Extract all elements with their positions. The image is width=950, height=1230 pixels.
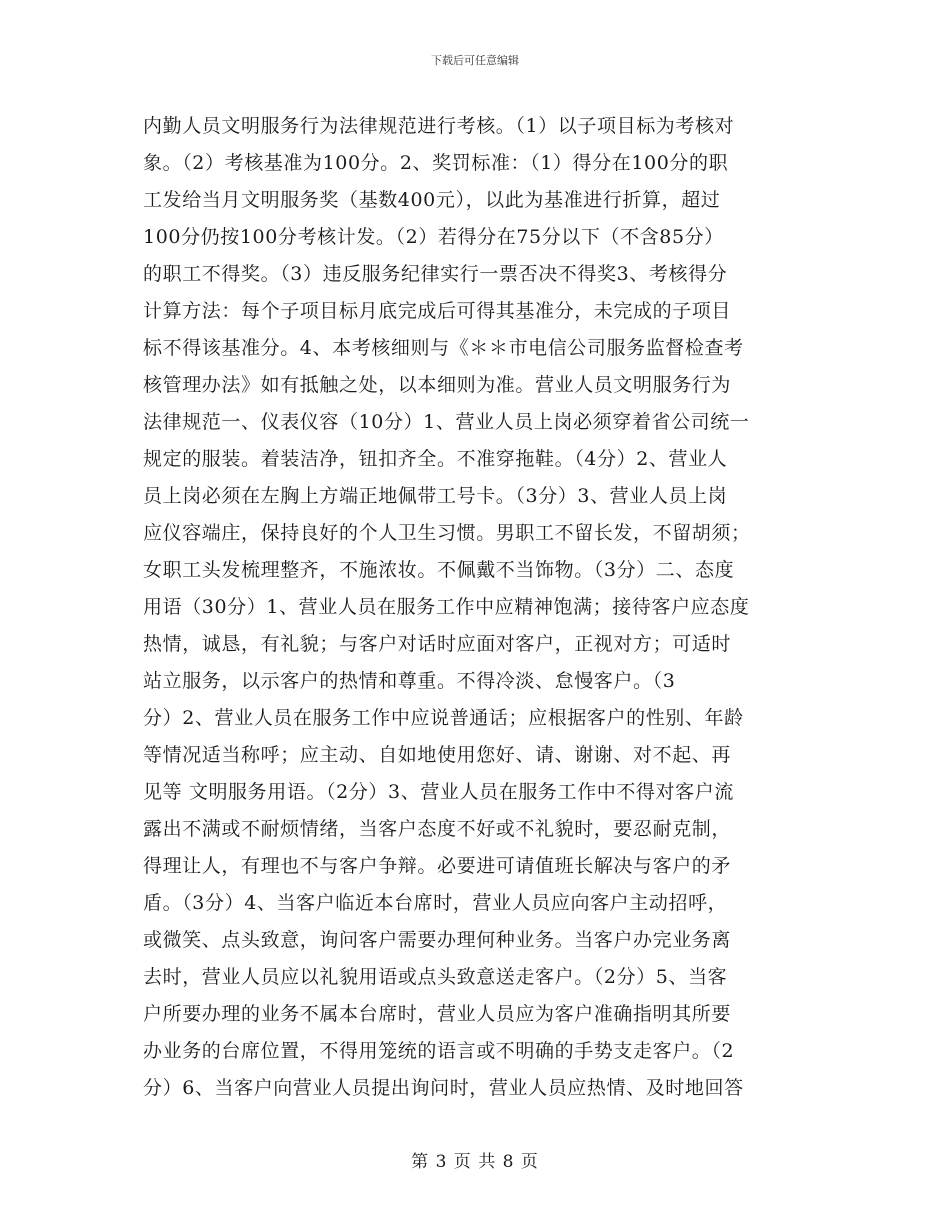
body-line: 内勤人员文明服务行为法律规范进行考核。（1）以子项目标为考核对	[143, 115, 735, 137]
body-line: 或微笑、点头致意，询问客户需要办理何种业务。当客户办完业务离	[143, 929, 732, 951]
body-line: 等情况适当称呼；应主动、自如地使用您好、请、谢谢、对不起、再	[143, 744, 732, 766]
body-line: 分）6、当客户向营业人员提出询问时，营业人员应热情、及时地回答	[143, 1077, 744, 1099]
body-line: 办业务的台席位置，不得用笼统的语言或不明确的手势支走客户。（2	[143, 1040, 735, 1062]
body-line: 核管理办法》如有抵触之处，以本细则为准。营业人员文明服务行为	[143, 374, 732, 396]
body-line: 标不得该基准分。4、本考核细则与《＊＊市电信公司服务监督检查考	[143, 337, 744, 359]
document-body	[143, 108, 809, 1107]
body-line: 去时，营业人员应以礼貌用语或点头致意送走客户。（2分）5、当客	[143, 966, 728, 988]
body-line: 应仪容端庄，保持良好的个人卫生习惯。男职工不留长发，不留胡须；	[143, 522, 751, 544]
body-line: 热情，诚恳，有礼貌；与客户对话时应面对客户，正视对方；可适时	[143, 633, 732, 655]
body-line: 得理让人，有理也不与客户争辩。必要进可请值班长解决与客户的矛	[143, 855, 732, 877]
body-line: 分）2、营业人员在服务工作中应说普通话；应根据客户的性别、年龄	[143, 707, 744, 729]
body-line: 象。（2）考核基准为100分。2、奖罚标准：（1）得分在100分的职	[143, 152, 729, 174]
body-line: 盾。（3分）4、当客户临近本台席时，营业人员应向客户主动招呼，	[143, 892, 728, 914]
body-line: 100分仍按100分考核计发。（2）若得分在75分以下（不含85分）	[143, 226, 724, 248]
body-line: 员上岗必须在左胸上方端正地佩带工号卡。（3分）3、营业人员上岗	[143, 485, 728, 507]
body-line: 的职工不得奖。（3）违反服务纪律实行一票否决不得奖3、考核得分	[143, 263, 728, 285]
body-line: 法律规范一、仪表仪容（10分）1、营业人员上岗必须穿着省公司统一	[143, 411, 750, 433]
body-line: 用语（30分）1、营业人员在服务工作中应精神饱满；接待客户应态度	[143, 596, 750, 618]
body-line: 站立服务，以示客户的热情和尊重。不得冷淡、怠慢客户。（3	[143, 670, 676, 692]
body-line: 规定的服装。着装洁净，钮扣齐全。不准穿拖鞋。（4分）2、营业人	[143, 448, 728, 470]
page-header: 下载后可任意编辑	[431, 54, 519, 67]
body-line: 露出不满或不耐烦情绪，当客户态度不好或不礼貌时，要忍耐克制，	[143, 818, 732, 840]
body-line: 工发给当月文明服务奖（基数400元），以此为基准进行折算，超过	[143, 189, 721, 211]
body-line: 计算方法：每个子项目标月底完成后可得其基准分，未完成的子项目	[143, 300, 732, 322]
page-number-footer: 第 3 页 共 8 页	[411, 1152, 539, 1172]
body-line: 户所要办理的业务不属本台席时，营业人员应为客户准确指明其所要	[143, 1003, 732, 1025]
body-line: 见等 文明服务用语。（2分）3、营业人员在服务工作中不得对客户流	[143, 781, 734, 803]
body-line: 女职工头发梳理整齐，不施浓妆。不佩戴不当饰物。（3分）二、态度	[143, 559, 735, 581]
